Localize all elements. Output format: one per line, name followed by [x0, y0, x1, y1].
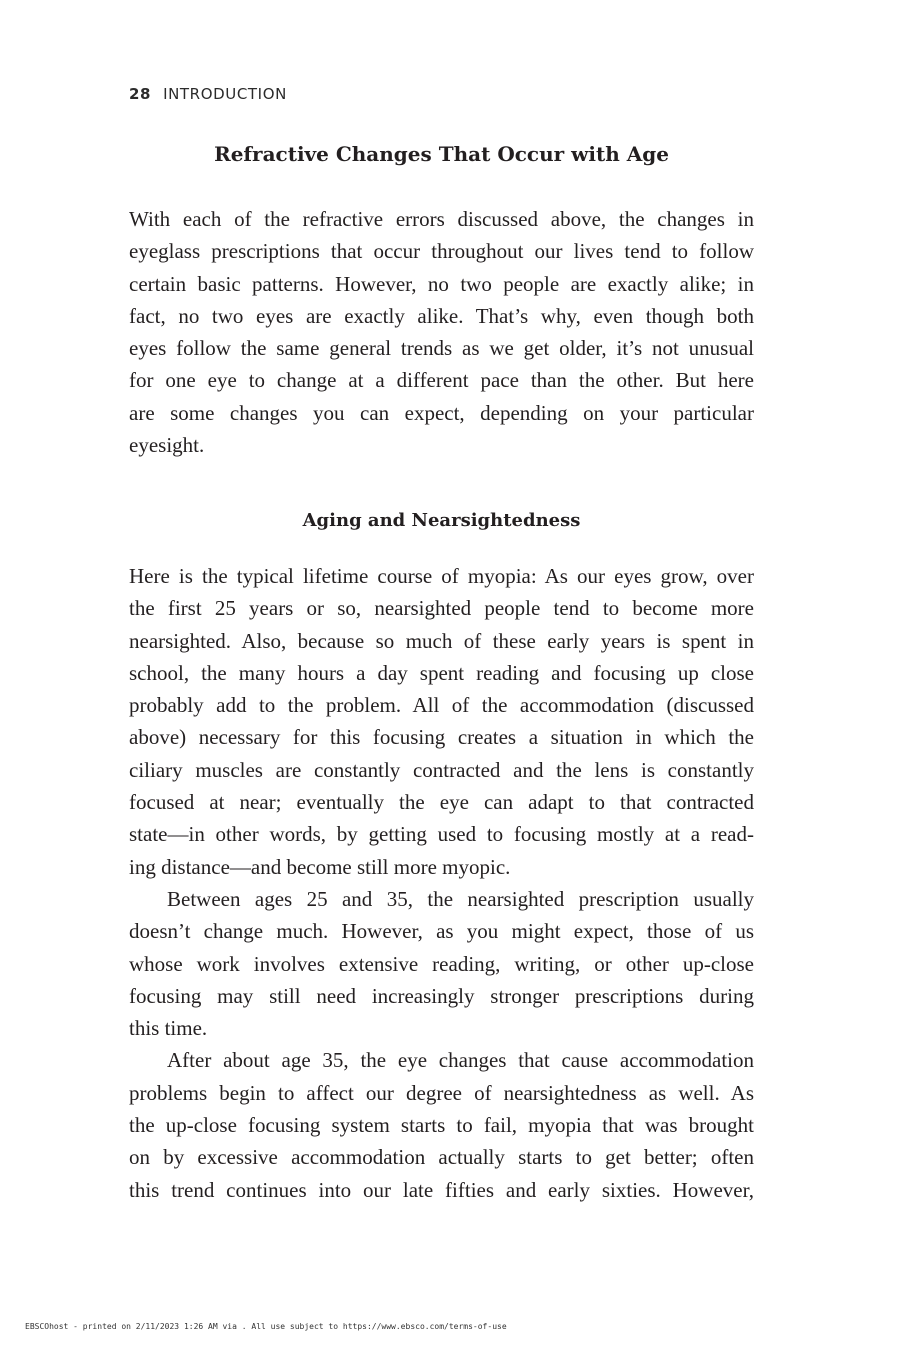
text-line: eyesight. — [129, 433, 205, 458]
page-number: 28 — [129, 85, 152, 103]
text-line: focusing may still need increasingly stronger prescriptions during — [129, 983, 754, 1008]
text-line: Between ages 25 and 35, the nearsighted prescription usually — [167, 886, 754, 911]
text-line: the up-close focusing system starts to fail, myopia that was brought — [129, 1113, 754, 1138]
text-line: probably add to the problem. All of the accommodation (discussed — [129, 693, 754, 718]
text-line: eyes follow the same general trends as we get older, it’s not unusual — [129, 336, 754, 361]
text-line: After about age 35, the eye changes that cause accommodation — [167, 1048, 754, 1073]
text-line: school, the many hours a day spent reading and focusing up close — [129, 660, 754, 685]
text-line: this trend continues into our late fifties and early sixties. However, — [129, 1177, 754, 1202]
paragraph — [129, 203, 754, 461]
section-title: Refractive Changes That Occur with Age — [214, 142, 669, 166]
text-line: focused at near; eventually the eye can adapt to that contracted — [129, 790, 754, 815]
text-line: are some changes you can expect, depending on your particular — [129, 400, 754, 425]
text-line: certain basic patterns. However, no two people are exactly alike; in — [129, 271, 754, 296]
text-line: With each of the refractive errors discussed above, the changes in — [129, 207, 754, 231]
text-line: Here is the typical lifetime course of myopia: As our eyes grow, over — [129, 564, 754, 588]
text-line: state—in other words, by getting used to focusing mostly at a read- — [129, 822, 754, 847]
print-footer: EBSCOhost - printed on 2/11/2023 1:26 AM via . All use subject to https://www.ebsco.com/terms-of-use — [25, 1322, 507, 1331]
text-line: doesn’t change much. However, as you might expect, those of us — [129, 919, 754, 944]
text-line: the first 25 years or so, nearsighted people tend to become more — [129, 596, 754, 621]
text-line: eyeglass prescriptions that occur throughout our lives tend to follow — [129, 239, 754, 264]
text-line: for one eye to change at a different pace than the other. But here — [129, 368, 754, 393]
text-line: whose work involves extensive reading, writing, or other up-close — [129, 951, 754, 976]
running-title: INTRODUCTION — [163, 85, 287, 103]
text-line: fact, no two eyes are exactly alike. That’s why, even though both — [129, 303, 754, 328]
text-line: on by excessive accommodation actually starts to get better; often — [129, 1145, 754, 1170]
subsection-title: Aging and Nearsightedness — [302, 510, 581, 531]
paragraph-group — [129, 560, 754, 1206]
running-header — [129, 85, 287, 103]
text-line: nearsighted. Also, because so much of these early years is spent in — [129, 628, 754, 653]
text-line: this time. — [129, 1016, 208, 1041]
text-line: problems begin to affect our degree of nearsightedness as well. As — [129, 1080, 754, 1105]
text-line: ciliary muscles are constantly contracted and the lens is constantly — [129, 757, 754, 782]
text-line: above) necessary for this focusing creates a situation in which the — [129, 725, 754, 750]
text-line: ing distance—and become still more myopic. — [129, 854, 511, 879]
